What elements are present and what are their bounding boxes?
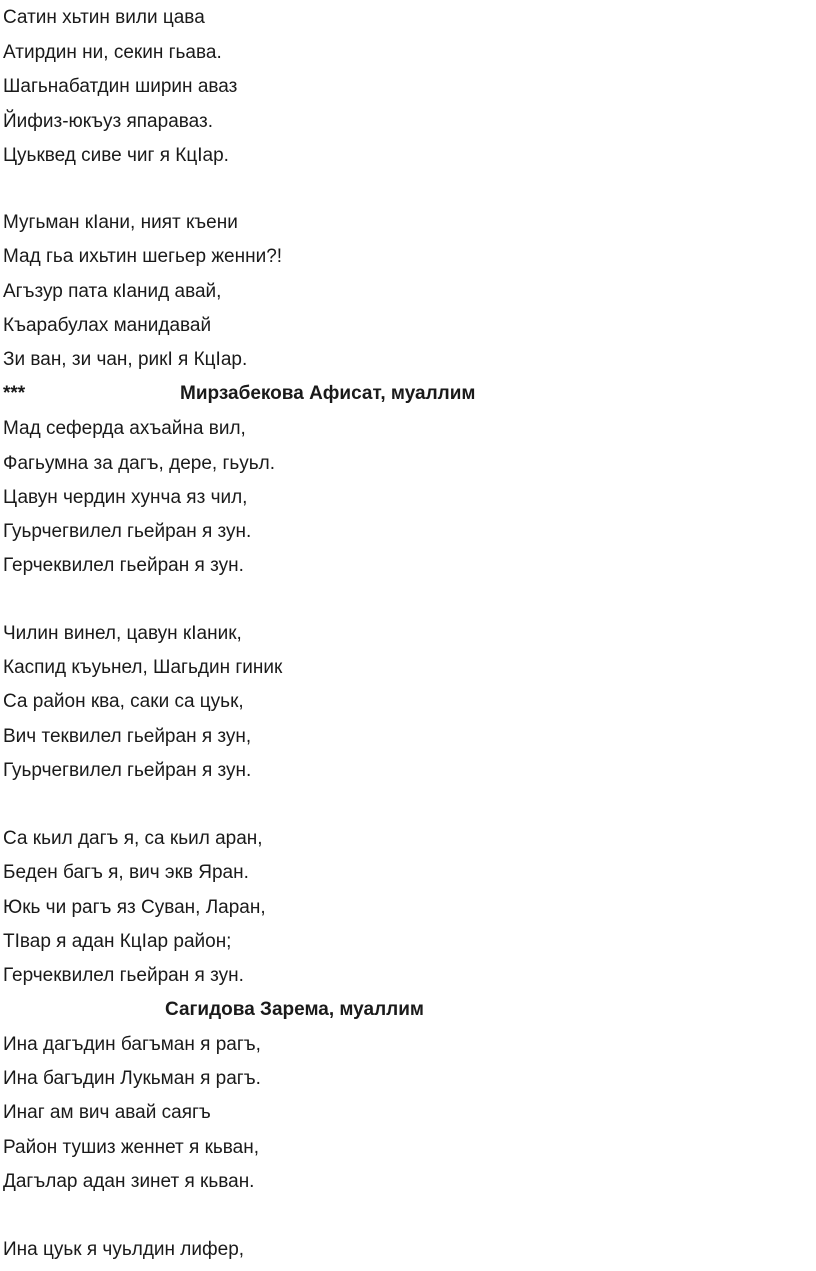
poem-line: Цавун чердин хунча яз чил, (3, 487, 248, 508)
author-credit: Сагидова Зарема, муаллим (165, 999, 424, 1020)
poem-line: Дагълар адан зинет я кьван. (3, 1171, 255, 1192)
poem-line: Йифиз-юкъуз япараваз. (3, 111, 213, 132)
poem-line: Каспид къуьнел, Шагьдин гиник (3, 657, 283, 678)
poem-line: Вич теквилел гьейран я зун, (3, 726, 252, 747)
poem-line: Район тушиз женнет я кьван, (3, 1137, 259, 1158)
poem-line: ТIвар я адан КцIар район; (3, 931, 232, 952)
poem-line: Ина багъдин Лукьман я рагъ. (3, 1068, 261, 1089)
poem-line: Шагьнабатдин ширин аваз (3, 76, 238, 97)
poem-line: Мад гьа ихьтин шегьер женни?! (3, 246, 283, 267)
poem-line: Чилин винел, цавун кIаник, (3, 623, 242, 644)
poem-line: Гуьрчегвилел гьейран я зун. (3, 760, 252, 781)
poem-line: Зи ван, зи чан, рикI я КцIар. (3, 349, 248, 370)
poem-line: Герчеквилел гьейран я зун. (3, 555, 244, 576)
poem-line: Ина цуьк я чуьлдин лифер, (3, 1239, 245, 1260)
poem-line: Беден багъ я, вич экв Яран. (3, 862, 249, 883)
poem-line: Къарабулах манидавай (3, 315, 212, 336)
poem-line: Инаг ам вич авай саягъ (3, 1102, 211, 1123)
author-credit: Мирзабекова Афисат, муаллим (180, 383, 476, 404)
poem-line: Атирдин ни, секин гьава. (3, 42, 222, 63)
poem-line: Цуьквед сиве чиг я КцIар. (3, 145, 229, 166)
poem-line: Ина дагъдин багъман я рагъ, (3, 1034, 261, 1055)
section-divider-stars: *** (3, 383, 26, 404)
poem-line: Са кьил дагъ я, са кьил аран, (3, 828, 263, 849)
poem-line: Сатин хьтин вили цава (3, 7, 205, 28)
poem-line: Агъзур пата кIанид авай, (3, 281, 222, 302)
poem-line: Мад сеферда ахъайна вил, (3, 418, 246, 439)
poem-line: Герчеквилел гьейран я зун. (3, 965, 244, 986)
poem-line: Фагьумна за дагъ, дере, гьуьл. (3, 453, 276, 474)
poem-line: Мугьман кIани, ният къени (3, 212, 238, 233)
poem-line: Гуьрчегвилел гьейран я зун. (3, 521, 252, 542)
poem-line: Юкь чи рагъ яз Суван, Ларан, (3, 897, 266, 918)
poem-line: Са район ква, саки са цуьк, (3, 691, 244, 712)
